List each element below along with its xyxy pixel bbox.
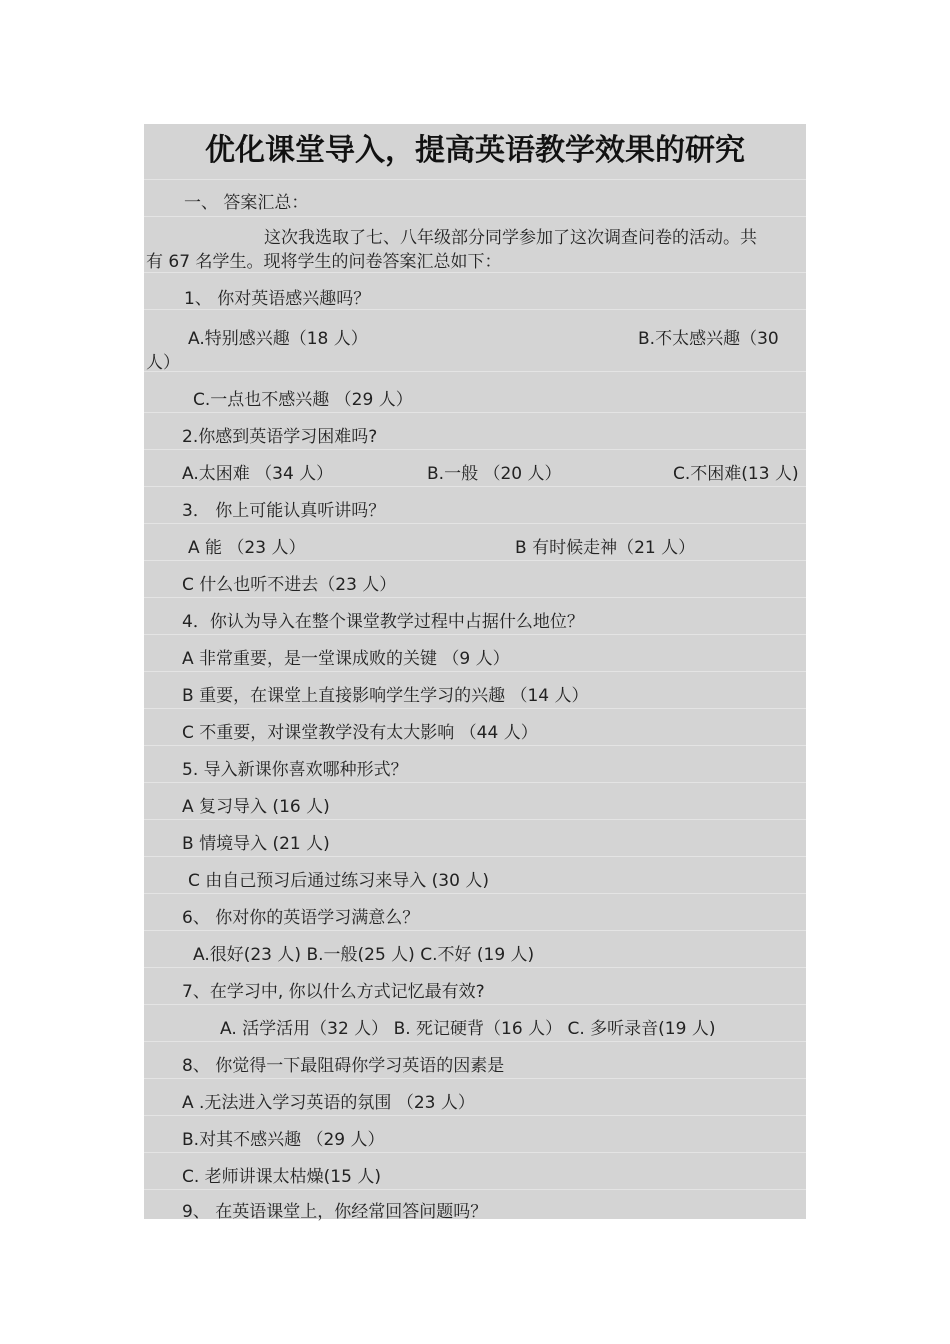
question-4-option-a: A 非常重要，是一堂课成败的关键 （9 人）	[182, 649, 510, 669]
question-1-answers-c	[144, 371, 806, 412]
question-3-answers-c	[144, 560, 806, 597]
question-5-option-c-row	[144, 856, 806, 893]
question-9	[144, 1189, 806, 1222]
intro-paragraph	[144, 216, 806, 272]
question-6-text: 6、 你对你的英语学习满意么？	[182, 908, 420, 928]
document-page	[144, 124, 806, 1222]
question-2-option-a: A.太困难 （34 人）	[182, 464, 334, 484]
question-9-text: 9、 在英语课堂上，你经常回答问题吗？	[182, 1202, 488, 1222]
question-4-option-b: B 重要，在课堂上直接影响学生学习的兴趣 （14 人）	[182, 686, 589, 706]
question-5-option-a: A 复习导入 (16 人)	[182, 797, 330, 817]
question-6-options: A.很好(23 人) B.一般(25 人) C.不好 (19 人)	[193, 945, 535, 965]
question-4-text: 4．你认为导入在整个课堂教学过程中占据什么地位？	[182, 612, 584, 632]
question-4-option-a-row	[144, 634, 806, 671]
question-1-answers-ab	[144, 309, 806, 371]
question-3-option-c: C 什么也听不进去（23 人）	[182, 575, 397, 595]
question-1-option-b: B.不太感兴趣（30	[638, 329, 779, 349]
question-1	[144, 272, 806, 309]
question-8-option-b-row	[144, 1115, 806, 1152]
question-3-option-b: B 有时候走神（21 人）	[515, 538, 696, 558]
question-4-option-b-row	[144, 671, 806, 708]
question-8	[144, 1041, 806, 1078]
question-8-option-c: C. 老师讲课太枯燥(15 人)	[182, 1167, 381, 1187]
question-4-option-c: C 不重要，对课堂教学没有太大影响 （44 人）	[182, 723, 538, 743]
question-7	[144, 967, 806, 1004]
question-7-options: A. 活学活用（32 人） B. 死记硬背（16 人） C. 多听录音(19 人)	[220, 1019, 716, 1039]
question-1-option-c: C.一点也不感兴趣 （29 人）	[193, 390, 413, 410]
question-3-text: 3． 你上可能认真听讲吗？	[182, 501, 386, 521]
question-5	[144, 745, 806, 782]
question-5-option-b-row	[144, 819, 806, 856]
question-3-answers-ab	[144, 523, 806, 560]
question-8-option-a: A .无法进入学习英语的氛围 （23 人）	[182, 1093, 475, 1113]
question-7-text: 7、在学习中, 你以什么方式记忆最有效?	[182, 982, 485, 1002]
question-5-option-a-row	[144, 782, 806, 819]
section-heading: 一、 答案汇总：	[184, 193, 309, 213]
question-8-option-a-row	[144, 1078, 806, 1115]
question-3-option-a: A 能 （23 人）	[188, 538, 306, 558]
question-6-answers	[144, 930, 806, 967]
question-1-text: 1、 你对英语感兴趣吗？	[184, 289, 371, 309]
question-3	[144, 486, 806, 523]
question-1-option-a: A.特别感兴趣（18 人）	[188, 329, 368, 349]
question-2-text: 2.你感到英语学习困难吗?	[182, 427, 378, 447]
question-8-option-c-row	[144, 1152, 806, 1189]
intro-line-1: 这次我选取了七、八年级部分同学参加了这次调查问卷的活动。共	[264, 228, 757, 248]
question-6	[144, 893, 806, 930]
question-4	[144, 597, 806, 634]
question-5-option-c: C 由自己预习后通过练习来导入 (30 人)	[188, 871, 489, 891]
question-5-option-b: B 情境导入 (21 人)	[182, 834, 330, 854]
question-2-answers	[144, 449, 806, 486]
question-7-answers	[144, 1004, 806, 1041]
section-heading-line	[144, 179, 806, 216]
question-2-option-b: B.一般 （20 人）	[427, 464, 562, 484]
question-4-option-c-row	[144, 708, 806, 745]
question-5-text: 5. 导入新课你喜欢哪种形式？	[182, 760, 408, 780]
question-2	[144, 412, 806, 449]
question-8-text: 8、 你觉得一下最阻碍你学习英语的因素是	[182, 1056, 505, 1076]
question-8-option-b: B.对其不感兴趣 （29 人）	[182, 1130, 385, 1150]
question-1-option-b-cont: 人）	[146, 353, 180, 373]
question-2-option-c: C.不困难(13 人)	[673, 464, 799, 484]
document-title: 优化课堂导入，提高英语教学效果的研究	[205, 133, 745, 168]
intro-line-2: 有 67 名学生。现将学生的问卷答案汇总如下：	[146, 252, 502, 272]
